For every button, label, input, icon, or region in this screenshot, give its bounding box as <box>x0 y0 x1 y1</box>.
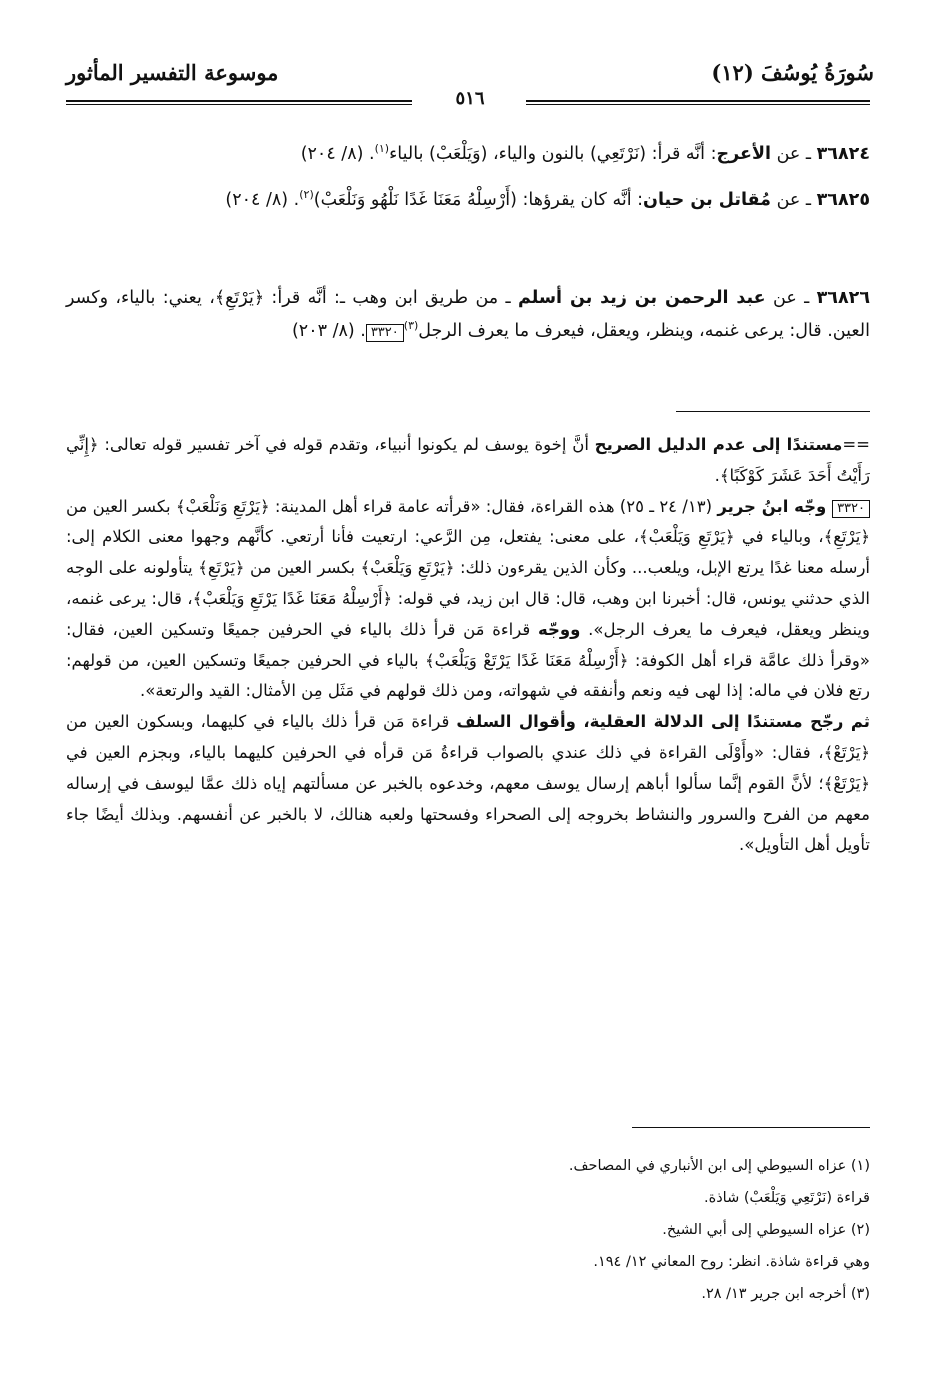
header-rule-right <box>526 100 870 102</box>
narrator-name: الأعرج <box>716 144 771 164</box>
commentary-text-2: قراءة مَن قرأ ذلك بالياء في الحرفين جميعًا وتسكين العين، فقال: «وقرأ ذلك عامَّة قراء أهل الكوفة: ﴿أَرْسِلْهُ مَعَنَا غَدًا يَرْتَعْ وَيَلْعَبْ﴾ بالياء في الحرفين جميعًا وتسكين العين، من قولهم: رتع فلان في ماله: إذا لهى فيه ونعم وأنفقه في شهواته، ومن ذلك قولهم في مَثَل مِن الأمثال: القيد والرتعة». <box>66 619 870 701</box>
entry-text: ـ من طريق ابن وهب ـ: أنَّه قرأ: ﴿يَرْتَعِ﴾، يعني: بالياء، وكسر العين. قال: يرعى غنمه، وينظر، ويعقل، فيعرف ما يعرف الرجل <box>66 288 870 341</box>
source-ref: . (٨/ ٢٠٣) <box>291 321 366 341</box>
source-ref: . (٨/ ٢٠٤) <box>225 190 300 210</box>
commentary-number-box: ٣٣٢٠ <box>832 500 870 518</box>
footnote-marker[interactable]: (٢) <box>299 188 314 202</box>
continuation-marker: == <box>842 435 870 454</box>
entry-dash: ـ عن <box>771 144 817 164</box>
commentary-bold: ثم رجّح مستندًا إلى الدلالة العقلية، وأقوال السلف <box>456 712 870 732</box>
footnote-2-note: وهي قراءة شاذة. انظر: روح المعاني ١٢/ ١٩٤. <box>593 1254 870 1270</box>
page-number: ٥١٦ <box>455 88 485 109</box>
commentary-text: (١٣/ ٢٤ ـ ٢٥) هذه القراءة، فقال: «قرأته عامة قراء أهل المدينة: ﴿يَرْتَعِ وَنَلْعَبْ﴾ بكسر العين من ﴿يَرْتَعِ﴾، وبالياء في ﴿يَرْتَعِ وَيَلْعَبْ﴾، على معنى: يفتعل، مِن الرَّعي: ارتعيت فأنا أرتعي. كأنَّهم وجهوا معنى الكلام إلى: أرسله معنا غدًا يرتع الإبل، ويلعب... وكأن الذين يقرءون ذلك: ﴿يَرْتَعِ وَيَلْعَبْ﴾ بكسر العين من ﴿يَرْتَعِ﴾ يتأولونه على الوجه الذي حدثني يونس، قال: أخبرنا ابن وهب، قال: قال ابن زيد، في قوله: ﴿أَرْسِلْهُ مَعَنَا غَدًا يَرْتَعِ وَيَلْعَبْ﴾، قال: يرعى غنمه، وينظر ويعقل، فيعرف ما يعرف الرجل». <box>66 496 871 639</box>
commentary-paragraph-2 <box>66 492 870 708</box>
header-rule-left <box>66 100 412 102</box>
surah-title: سُورَةُ يُوسُفَ (١٢) <box>711 60 874 85</box>
commentary-bold-2: ووجّه <box>537 619 581 639</box>
footnote-marker[interactable]: (١) <box>374 142 390 156</box>
source-ref: . (٨/ ٢٠٤) <box>300 144 375 164</box>
entry-number: ٣٦٨٢٥ <box>816 190 870 210</box>
entry-number: ٣٦٨٢٦ <box>816 288 870 308</box>
entry-36824 <box>66 138 870 171</box>
narrator-name: عبد الرحمن بن زيد بن أسلم <box>517 288 766 308</box>
footnote-2: (٢) عزاه السيوطي إلى أبي الشيخ. <box>662 1222 870 1238</box>
footnotes <box>66 1150 870 1310</box>
footnote-3: (٣) أخرجه ابن جرير ١٣/ ٢٨. <box>701 1286 870 1302</box>
entry-number: ٣٦٨٢٤ <box>816 144 870 164</box>
header-rule-right-thin <box>526 104 870 105</box>
footnote-1-note: قراءة (نَرْتَعِي وَيَلْعَبْ) شاذة. <box>704 1190 870 1206</box>
commentary-separator <box>676 411 870 412</box>
narrator-name: مُقاتل بن حيان <box>643 190 771 210</box>
book-title: موسوعة التفسير المأثور <box>66 60 279 85</box>
entry-dash: ـ عن <box>765 288 817 308</box>
header-rule-left-thin <box>66 104 412 105</box>
commentary-ref-box[interactable]: ٣٣٢٠ <box>366 324 404 342</box>
entry-text: : أنَّه كان يقرؤها: (أَرْسِلْهُ مَعَنَا غَدًا نَلْهُو وَنَلْعَبْ) <box>313 190 644 210</box>
commentary-text: أنَّ إخوة يوسف لم يكونوا أنبياء، وتقدم قوله في آخر تفسير قوله تعالى: ﴿إِنِّي رَأَيْتُ أَحَدَ عَشَرَ كَوْكَبًا﴾. <box>66 435 870 485</box>
footnote-1: (١) عزاه السيوطي إلى ابن الأنباري في المصاحف. <box>568 1158 870 1174</box>
entry-text: : أنَّه قرأ: (نَرْتَعِي) بالنون والياء، (وَيَلْعَبْ) بالياء <box>389 144 717 164</box>
commentary-section <box>66 430 870 861</box>
commentary-text: قراءة مَن قرأ ذلك بالياء في كليهما، وبسكون العين من ﴿يَرْتَعْ﴾، فقال: «وأَوْلَى القراءة في ذلك عندي بالصواب قراءةُ مَن قرأه في الحرفين كليهما بالياء، وبجزم العين في ﴿يَرْتَعْ﴾؛ لأنَّ القوم إنَّما سألوا أباهم إرسال يوسف معهم، وخدعوه بالخبر عن مسألتهم إياه ذلك عمَّا ليوسف في إرساله معهم من الفرح والسرور والنشاط بخروجه إلى الصحراء وفسحتها ولعبه هنالك، لا بالخبر عن أنفسهم. وبذلك أيضًا جاء تأويل أهل التأويل». <box>66 712 870 855</box>
commentary-bold: وجّه ابنُ جرير <box>717 496 833 516</box>
entry-dash: ـ عن <box>771 190 817 210</box>
commentary-bold: مستندًا إلى عدم الدليل الصريح <box>594 435 843 454</box>
entry-36826 <box>66 282 870 348</box>
footnote-separator <box>632 1127 870 1128</box>
commentary-paragraph-1 <box>66 430 870 492</box>
footnote-marker[interactable]: (٣) <box>403 319 419 333</box>
commentary-paragraph-3 <box>66 707 870 861</box>
entry-36825 <box>66 184 870 217</box>
